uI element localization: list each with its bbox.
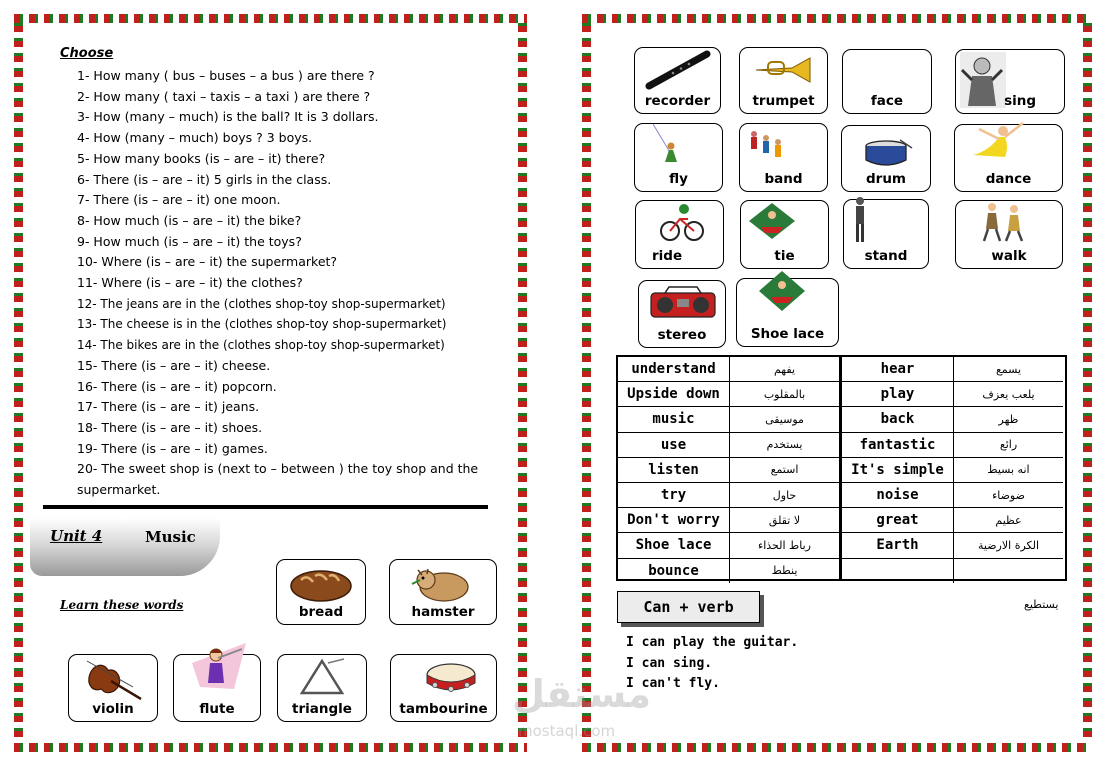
card-label: face: [870, 93, 904, 109]
word-card-drum: [841, 125, 931, 192]
question-item: 17- There (is – are – it) jeans.: [77, 399, 260, 415]
word-card-sing: [955, 49, 1065, 114]
triangle-icon: [298, 657, 346, 697]
vocabulary-column-right: [842, 357, 1063, 579]
vocab-arabic: ينطط: [771, 564, 798, 578]
vocabulary-table: [616, 355, 1067, 581]
question-item: 12- The jeans are in the (clothes shop-toy shop-supermarket): [77, 296, 446, 311]
vocab-row: [842, 357, 1063, 382]
vocab-row: [618, 382, 839, 407]
question-item: 11- Where (is – are – it) the clothes?: [77, 275, 303, 291]
vocab-arabic: انه بسيط: [987, 463, 1030, 477]
vocab-english: understand: [618, 357, 730, 381]
card-label: hamster: [411, 604, 475, 620]
dancer-icon: [959, 121, 1029, 165]
bike-rider-icon: [658, 201, 706, 243]
vocab-arabic: يستخدم: [766, 438, 803, 452]
word-card-recorder: [634, 47, 721, 114]
violin-icon: [83, 657, 145, 701]
word-card-shoe-lace: [736, 278, 839, 347]
card-label: triangle: [292, 701, 352, 717]
vocab-arabic: [954, 559, 1063, 583]
card-label: drum: [866, 171, 906, 187]
vocab-arabic: ضوضاء: [992, 488, 1025, 502]
vocab-english: Don't worry: [618, 508, 730, 532]
vocab-english: fantastic: [842, 433, 954, 457]
vocab-english: music: [618, 407, 730, 431]
word-card-tie: [740, 200, 829, 269]
vocabulary-column-left: [618, 357, 839, 579]
question-item: 8- How much (is – are – it) the bike?: [77, 212, 302, 228]
vocab-english: use: [618, 433, 730, 457]
stereo-icon: [647, 285, 719, 321]
vocab-row: [842, 483, 1063, 508]
vocab-english: play: [842, 382, 954, 406]
vocab-row: [842, 559, 1063, 583]
standing-person-icon: [850, 196, 870, 244]
word-card-face: [842, 49, 932, 114]
word-card-fly: [634, 123, 723, 192]
card-label: dance: [985, 171, 1032, 187]
vocab-row: [842, 533, 1063, 558]
question-list: [77, 66, 502, 500]
word-card-stand: [843, 199, 929, 269]
tambourine-icon: [423, 659, 479, 699]
card-label: bread: [298, 604, 344, 620]
vocab-english: It's simple: [842, 458, 954, 482]
hamster-icon: [408, 562, 478, 604]
vocab-row: [618, 508, 839, 533]
question-item: 4- How (many – much) boys ? 3 boys.: [77, 130, 313, 146]
card-label: Shoe lace: [750, 326, 825, 342]
vocab-arabic: موسيقى: [765, 412, 804, 426]
fly-icon: [647, 122, 687, 166]
card-label: tambourine: [399, 701, 488, 717]
question-item: 10- Where (is – are – it) the supermarket?: [77, 254, 338, 270]
vocab-english: Shoe lace: [618, 533, 730, 557]
trumpet-icon: [752, 54, 816, 86]
vocab-arabic: يفهم: [773, 362, 796, 376]
card-label: stand: [864, 248, 908, 264]
question-item: 1- How many ( bus – buses – a bus ) are there ?: [77, 68, 375, 83]
card-label: ride: [652, 248, 683, 264]
card-label: stereo: [657, 327, 707, 343]
vocab-english: listen: [618, 458, 730, 482]
vocab-arabic: ظهر: [998, 412, 1019, 426]
card-label: recorder: [644, 93, 711, 109]
vocab-row: [618, 357, 839, 382]
word-card-stereo: [638, 280, 726, 348]
question-item: 19- There (is – are – it) games.: [77, 440, 268, 456]
vocab-english: Earth: [842, 533, 954, 557]
word-card-ride: [635, 200, 724, 269]
card-label: trumpet: [752, 93, 815, 109]
vocab-arabic: لا تقلق: [768, 513, 801, 527]
vocab-row: [842, 508, 1063, 533]
card-label: flute: [199, 701, 235, 717]
question-item: 13- The cheese is in the (clothes shop-toy shop-supermarket): [77, 317, 447, 332]
vocab-english: try: [618, 483, 730, 507]
vocab-arabic: بالمقلوب: [763, 387, 806, 401]
example-sentence: I can't fly.: [626, 676, 720, 691]
word-card-violin: [68, 654, 158, 722]
vocab-row: [842, 433, 1063, 458]
word-card-trumpet: [739, 47, 828, 114]
watermark-url: mostaql.com: [518, 722, 616, 740]
vocab-english: bounce: [618, 559, 730, 583]
bread-icon: [287, 564, 355, 604]
word-card-bread: [276, 559, 366, 625]
vocab-english: back: [842, 407, 954, 431]
question-item: 3- How (many – much) is the ball? It is 3 dollars.: [77, 109, 379, 125]
shoe-lace-icon: [757, 269, 807, 313]
word-card-flute: [173, 654, 261, 722]
can-verb-title: Can + verb: [617, 591, 760, 623]
question-item: 5- How many books (is – are – it) there?: [77, 150, 326, 166]
question-item: 15- There (is – are – it) cheese.: [77, 357, 271, 373]
vocab-row: [618, 483, 839, 508]
vocab-arabic: رائع: [999, 438, 1018, 452]
vocab-row: [618, 407, 839, 432]
learn-words-title: Learn these words: [60, 598, 184, 612]
word-card-band: [739, 123, 828, 192]
vocab-english: Upside down: [618, 382, 730, 406]
vocab-arabic: عظيم: [995, 513, 1022, 527]
vocab-row: [842, 458, 1063, 483]
word-card-hamster: [389, 559, 497, 625]
section-divider: [43, 505, 488, 509]
card-label: tie: [774, 248, 795, 264]
vocab-arabic: رباط الحذاء: [758, 538, 811, 552]
card-label: band: [764, 171, 803, 187]
band-icon: [746, 126, 786, 166]
recorder-icon: [643, 50, 713, 90]
unit-label: Unit 4: [50, 527, 103, 545]
example-sentence: I can play the guitar.: [626, 635, 799, 650]
vocab-english: noise: [842, 483, 954, 507]
flute-player-icon: [188, 633, 250, 695]
example-sentence: I can sing.: [626, 655, 713, 671]
question-item: 14- The bikes are in the (clothes shop-toy shop-supermarket): [77, 338, 445, 353]
vocab-english: hear: [842, 357, 954, 381]
card-label: walk: [991, 248, 1027, 264]
vocab-arabic: الكرة الارضية: [978, 538, 1040, 552]
vocab-arabic: حاول: [772, 488, 797, 502]
card-label: violin: [92, 701, 134, 717]
drum-icon: [862, 138, 914, 168]
word-card-triangle: [277, 654, 367, 722]
card-label: fly: [669, 171, 688, 187]
can-arabic-meaning: يستطيع: [1024, 598, 1059, 611]
vocab-row: [842, 407, 1063, 432]
unit-topic: Music: [145, 528, 196, 546]
watermark-logo: مستقل: [512, 672, 651, 716]
question-item: 2- How many ( taxi – taxis – a taxi ) are there ?: [77, 88, 371, 104]
vocab-arabic: يسمع: [995, 362, 1022, 376]
word-card-dance: [954, 124, 1063, 192]
question-item: 6- There (is – are – it) 5 girls in the class.: [77, 171, 332, 187]
question-item: 7- There (is – are – it) one moon.: [77, 192, 281, 208]
vocab-arabic: استمع: [770, 463, 799, 477]
example-sentences: [626, 633, 798, 695]
question-item: 16- There (is – are – it) popcorn.: [77, 378, 277, 394]
question-item: 9- How much (is – are – it) the toys?: [77, 233, 302, 249]
card-label: sing: [1004, 93, 1036, 109]
question-item: 20- The sweet shop is (next to – between ) the toy shop and the supermarket.: [77, 461, 479, 497]
vocab-row: [618, 559, 839, 583]
tie-shoe-icon: [747, 201, 797, 241]
question-item: 18- There (is – are – it) shoes.: [77, 419, 263, 435]
vocab-arabic: يلعب يعزف: [982, 387, 1035, 401]
vocab-english: great: [842, 508, 954, 532]
word-card-tambourine: [390, 654, 497, 722]
vocab-row: [618, 433, 839, 458]
word-card-walk: [955, 200, 1063, 269]
walking-people-icon: [978, 201, 1034, 243]
vocab-row: [618, 533, 839, 558]
vocab-row: [618, 458, 839, 483]
vocab-english: [842, 559, 954, 583]
choose-title: Choose: [60, 46, 114, 61]
vocab-row: [842, 382, 1063, 407]
